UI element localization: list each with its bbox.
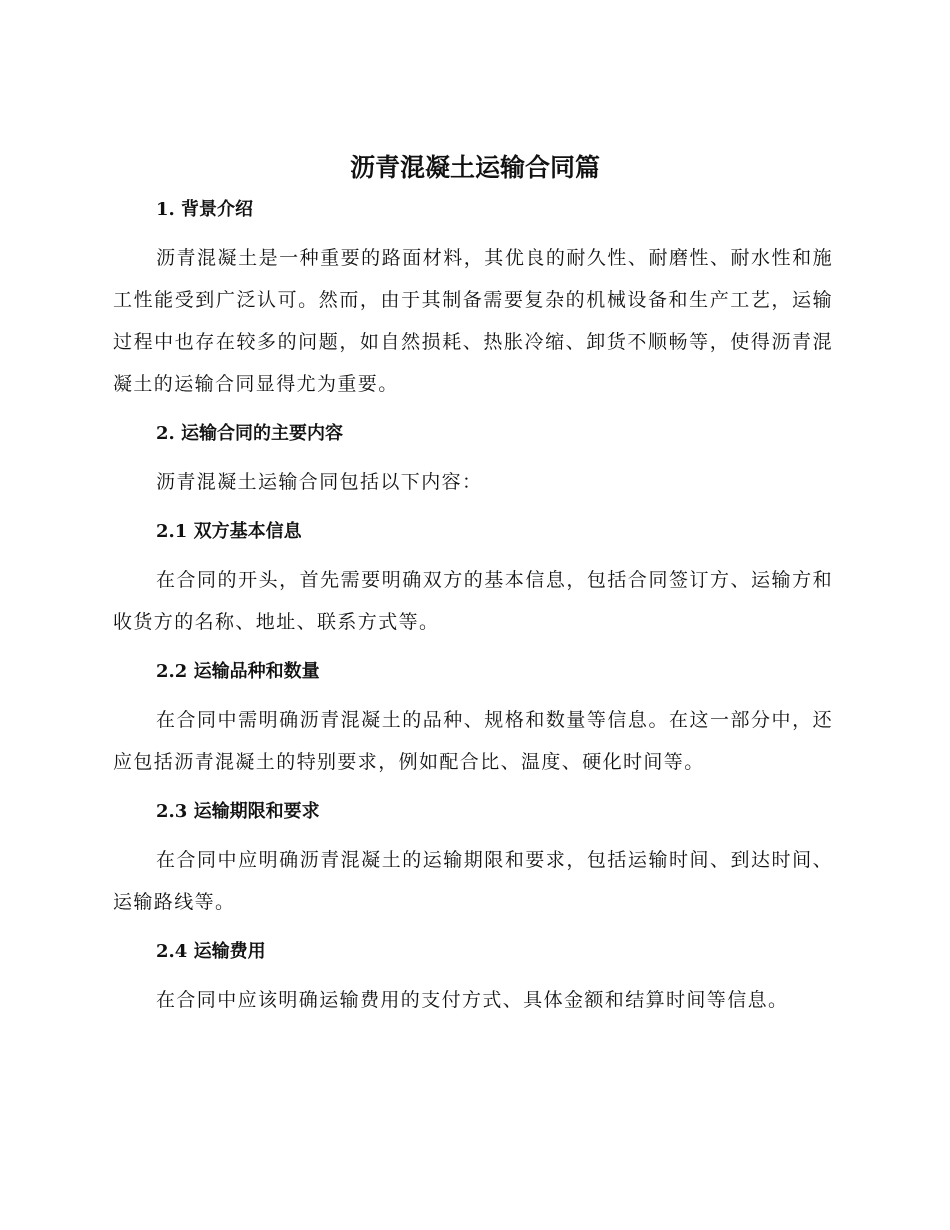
section-heading: 2.1 双方基本信息	[156, 521, 302, 542]
section-paragraph: 在合同的开头，首先需要明确双方的基本信息，包括合同签订方、运输方和收货方的名称、地址、联系方式等。	[113, 569, 833, 633]
section-paragraph: 在合同中应明确沥青混凝土的运输期限和要求，包括运输时间、到达时间、运输路线等。	[113, 849, 833, 913]
section-background	[113, 195, 833, 405]
section-paragraph: 在合同中应该明确运输费用的支付方式、具体金额和结算时间等信息。	[156, 989, 789, 1011]
section-paragraph: 沥青混凝土是一种重要的路面材料，其优良的耐久性、耐磨性、耐水性和施工性能受到广泛认可。然而，由于其制备需要复杂的机械设备和生产工艺，运输过程中也存在较多的问题，如自然损耗、热胀冷缩、卸货不顺畅等，使得沥青混凝土的运输合同显得尤为重要。	[113, 247, 833, 395]
section-heading: 2.3 运输期限和要求	[156, 801, 320, 822]
section-paragraph: 在合同中需明确沥青混凝土的品种、规格和数量等信息。在这一部分中，还应包括沥青混凝土的特别要求，例如配合比、温度、硬化时间等。	[113, 709, 833, 773]
section-paragraph: 沥青混凝土运输合同包括以下内容：	[156, 471, 483, 493]
section-heading: 2. 运输合同的主要内容	[156, 423, 344, 444]
document-title: 沥青混凝土运输合同篇	[349, 153, 600, 182]
section-heading: 1. 背景介绍	[156, 199, 254, 220]
section-heading: 2.2 运输品种和数量	[156, 661, 320, 682]
section-heading: 2.4 运输费用	[156, 941, 266, 962]
section-deadline-requirements	[113, 797, 833, 923]
section-transport-fees	[113, 937, 833, 1021]
section-variety-quantity	[113, 657, 833, 783]
section-main-content	[113, 419, 833, 503]
document-body	[113, 195, 833, 1021]
section-party-info	[113, 517, 833, 643]
